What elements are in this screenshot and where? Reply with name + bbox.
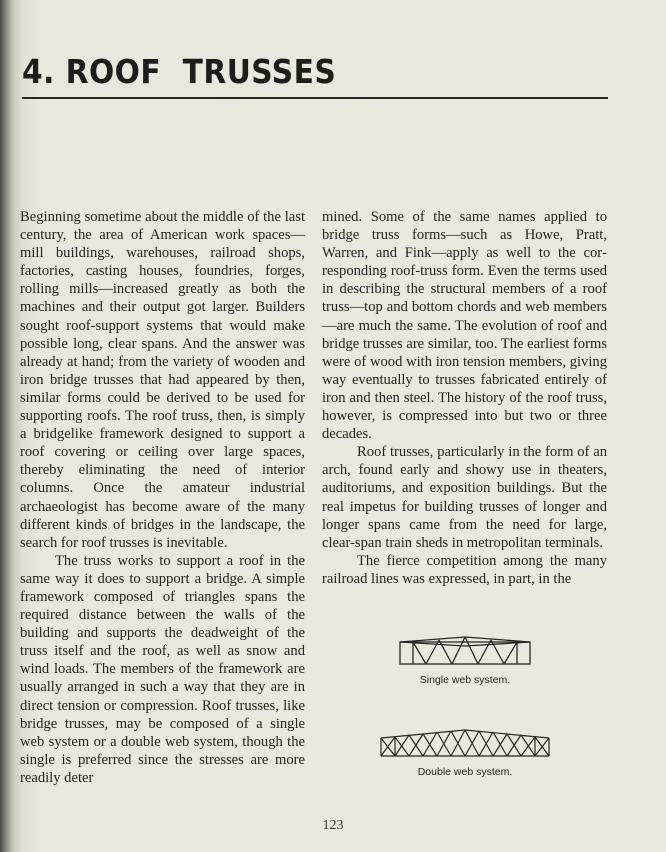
single-web-truss-diagram xyxy=(399,636,531,666)
right-column xyxy=(322,208,607,588)
paragraph: Beginning sometime about the middle of the last century, the area of American work spaces—mill buildings, warehouses, railroad shops, factories, casting houses, foundries, forges, rolling mills—increased greatly as both the machines and their output got larger. Builders sought roof-support systems that would make possible long, clear spans. And the answer was already at hand; from the variety of wooden and iron bridge trusses that had appeared by then, similar forms could be derived to be used for supporting roofs. The roof truss, then, is simply a bridgelike framework designed to support a roof covering or ceiling over large spaces, thereby eliminating the need of interior columns. Once the amateur industrial archaeologist has become aware of the many different kinds of bridges in the landscape, the search for roof trusses is inevitable. xyxy=(20,209,305,551)
paragraph: mined. Some of the same names applied to bridge truss forms—such as Howe, Pratt, Warren, and Fink—apply as well to the corresponding roof-truss form. Even the terms used in describing the structural members of a roof truss—top and bottom chords and web members—are much the same. The evolution of roof and bridge trusses are similar, too. The earliest forms were of wood with iron tension members, giving way eventually to trusses fabricated entirely of iron and then steel. The history of the roof truss, however, is compressed into but two or three decades. xyxy=(322,209,607,443)
double-web-truss-figure xyxy=(380,728,550,778)
chapter-title: 4. ROOF TRUSSES xyxy=(22,52,337,91)
paragraph: Roof trusses, particularly in the form of an arch, found early and showy use in theaters, auditoriums, and exposition buildings. But the real impetus for building trusses of longer and longer spans came from the need for large, clear-span train sheds in metropolitan terminals. xyxy=(322,444,607,551)
figure-caption: Double web system. xyxy=(417,766,513,778)
paragraph: The fierce competition among the many railroad lines was expressed, in part, in the xyxy=(322,552,607,587)
figure-caption: Single web system. xyxy=(419,674,511,686)
left-column xyxy=(20,208,305,787)
title-rule xyxy=(22,97,608,99)
double-web-truss-diagram xyxy=(380,728,550,758)
single-web-truss-figure xyxy=(380,636,550,686)
page-number: 123 xyxy=(322,818,344,833)
paragraph: The truss works to support a roof in the same way it does to support a bridge. A simple framework composed of triangles spans the required distance between the walls of the building and supports the deadweight of the truss itself and the roof, as well as snow and wind loads. The members of the framework are usually arranged in such a way that they are in direct tension or compression. Roof trusses, like bridge trusses, may be composed of a single web system or a double web system, though the single is preferred since the stresses are more readily deter xyxy=(20,552,305,786)
